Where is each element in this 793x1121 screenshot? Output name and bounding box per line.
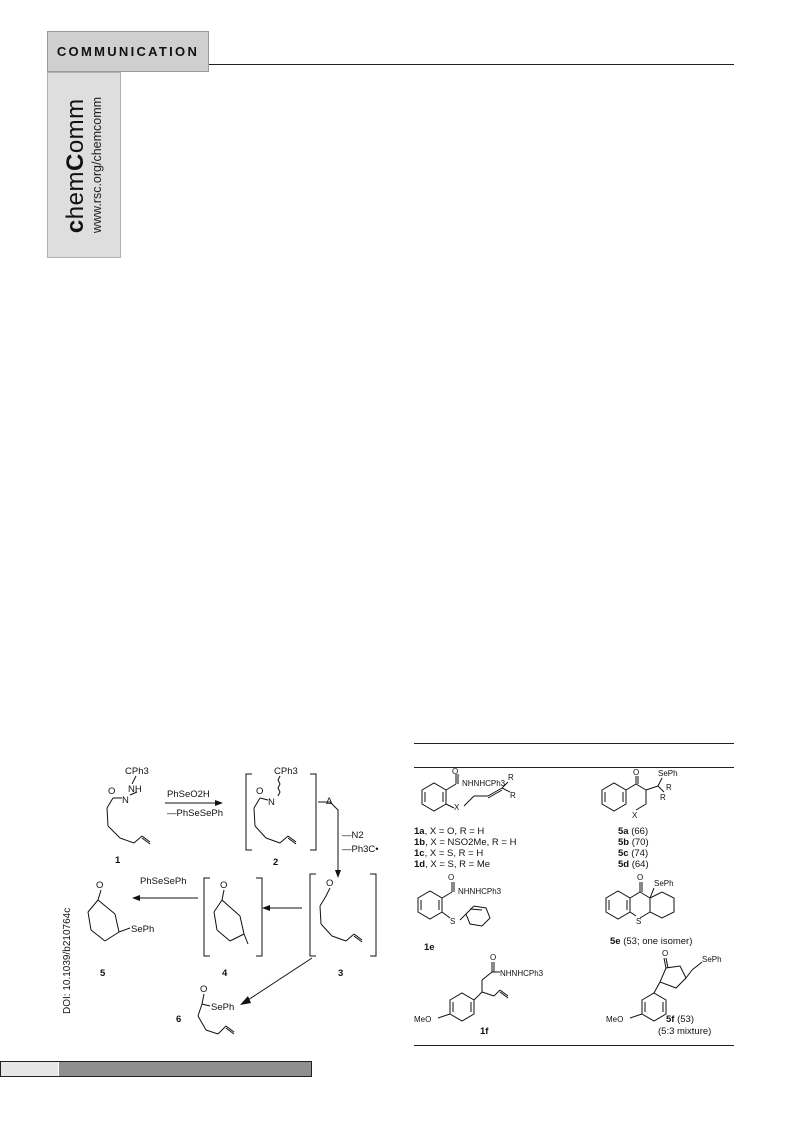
substrate-1f-structure bbox=[438, 962, 508, 1021]
loss-trityl: —Ph3C• bbox=[342, 844, 379, 855]
reaction-scheme bbox=[70, 760, 390, 1050]
footer-bar-dark bbox=[59, 1062, 311, 1076]
compound-1-n: N bbox=[122, 795, 129, 806]
substrate-2-o: O bbox=[448, 873, 455, 882]
substrate-1f-label: 1f bbox=[480, 1026, 489, 1037]
arrowhead-4-5 bbox=[132, 895, 140, 901]
product-5f-note: (5:3 mixture) bbox=[658, 1026, 712, 1037]
reaction-arrow-heat bbox=[318, 802, 338, 870]
substrate-table bbox=[410, 768, 740, 1044]
journal-url[interactable]: www.rsc.org/chemcomm bbox=[90, 96, 104, 234]
compound-2-n: N bbox=[268, 797, 275, 808]
compound-2-trityl: CPh3 bbox=[274, 766, 298, 777]
compound-3-o: O bbox=[326, 878, 334, 889]
bracket-left-2 bbox=[246, 774, 252, 850]
footer-bar-light bbox=[1, 1062, 58, 1076]
section-label: COMMUNICATION bbox=[56, 44, 200, 59]
bracket-right-2 bbox=[310, 774, 316, 850]
compound-5-o: O bbox=[96, 880, 104, 891]
substrate-2-group: NHNHCPh3 bbox=[458, 887, 502, 896]
compound-5-seph: SePh bbox=[131, 924, 155, 935]
substrate-1-group: NHNHCPh3 bbox=[462, 779, 506, 788]
product-5f-label: 5f (53) bbox=[666, 1014, 694, 1025]
compound-3-label: 3 bbox=[338, 968, 344, 979]
product-1-x: X bbox=[632, 811, 638, 820]
doi-label: DOI: 10.1039/b210764c bbox=[62, 907, 73, 1014]
compound-5-label: 5 bbox=[100, 968, 106, 979]
product-line-5a: 5a (66) bbox=[618, 826, 649, 837]
product-1-group: SePh bbox=[658, 769, 678, 778]
compound-6-structure bbox=[198, 994, 234, 1034]
arrowhead-1 bbox=[215, 800, 223, 806]
substrate-line-1a: 1a, X = O, R = H bbox=[414, 826, 485, 837]
substrate-1-o: O bbox=[452, 768, 459, 776]
product-3-o: O bbox=[662, 949, 669, 958]
compound-6-o: O bbox=[200, 984, 208, 995]
bracket-right-3 bbox=[370, 874, 376, 956]
heat-symbol: Δ bbox=[326, 796, 333, 807]
compound-3-structure bbox=[320, 888, 362, 942]
header-rule bbox=[209, 64, 734, 65]
product-5a-5d-structure bbox=[602, 776, 664, 811]
product-3-group: SePh bbox=[702, 955, 722, 964]
compound-1-nh: NH bbox=[128, 784, 142, 795]
substrate-1-r-top: R bbox=[508, 773, 514, 782]
substrate-line-1b: 1b, X = NSO2Me, R = H bbox=[414, 837, 517, 848]
product-3-meo: MeO bbox=[606, 1015, 624, 1024]
substrate-2-s: S bbox=[450, 917, 456, 926]
table-rule-top bbox=[414, 743, 734, 744]
reaction-arrow-3-6 bbox=[248, 958, 312, 1000]
compound-1-trityl: CPh3 bbox=[125, 766, 149, 777]
compound-6-seph: SePh bbox=[211, 1002, 235, 1013]
substrate-1e-label: 1e bbox=[424, 942, 435, 953]
bracket-right-4 bbox=[256, 878, 262, 956]
compound-2-o: O bbox=[256, 786, 264, 797]
bracket-left-3 bbox=[310, 874, 316, 956]
journal-sidebar bbox=[47, 72, 121, 258]
journal-sidebar-text bbox=[63, 97, 105, 233]
product-1-o: O bbox=[633, 768, 640, 777]
product-line-5c: 5c (74) bbox=[618, 848, 649, 859]
reagent-1-byproduct: —PhSeSePh bbox=[167, 808, 223, 819]
compound-4-label: 4 bbox=[222, 968, 228, 979]
product-1-r-1: R bbox=[666, 783, 672, 792]
compound-1-label: 1 bbox=[115, 855, 121, 866]
product-2-s: S bbox=[636, 917, 642, 926]
compound-4-structure bbox=[214, 890, 248, 944]
compound-5-structure bbox=[88, 890, 130, 941]
substrate-1-x: X bbox=[454, 803, 460, 812]
substrate-3-meo: MeO bbox=[414, 1015, 432, 1024]
journal-logo: chemComm bbox=[62, 98, 89, 234]
arrowhead-3-6 bbox=[240, 996, 251, 1005]
compound-4-o: O bbox=[220, 880, 228, 891]
compound-6-label: 6 bbox=[176, 1014, 182, 1025]
product-5f-structure bbox=[630, 958, 702, 1021]
substrate-3-group: NHNHCPh3 bbox=[500, 969, 544, 978]
product-line-5b: 5b (70) bbox=[618, 837, 649, 848]
product-5e-label: 5e (53; one isomer) bbox=[610, 936, 693, 947]
table-rule-bottom bbox=[414, 1045, 734, 1046]
product-line-5d: 5d (64) bbox=[618, 859, 649, 870]
footer-bar bbox=[0, 1061, 312, 1077]
loss-n2: —N2 bbox=[342, 830, 364, 841]
product-2-group: SePh bbox=[654, 879, 674, 888]
substrate-line-1d: 1d, X = S, R = Me bbox=[414, 859, 491, 870]
reagent-1: PhSeO2H bbox=[167, 789, 210, 800]
product-2-o: O bbox=[637, 873, 644, 882]
product-1-r-2: R bbox=[660, 793, 666, 802]
reagent-2: PhSeSePh bbox=[140, 876, 187, 887]
arrowhead-3-4 bbox=[262, 905, 270, 911]
arrowhead-heat bbox=[335, 870, 341, 878]
substrate-3-o: O bbox=[490, 953, 497, 962]
substrate-line-1c: 1c, X = S, R = H bbox=[414, 848, 484, 859]
compound-1-o: O bbox=[108, 786, 116, 797]
compound-2-label: 2 bbox=[273, 857, 279, 868]
section-banner bbox=[47, 31, 209, 72]
bracket-left-4 bbox=[204, 878, 210, 956]
substrate-1-r-bottom: R bbox=[510, 791, 516, 800]
